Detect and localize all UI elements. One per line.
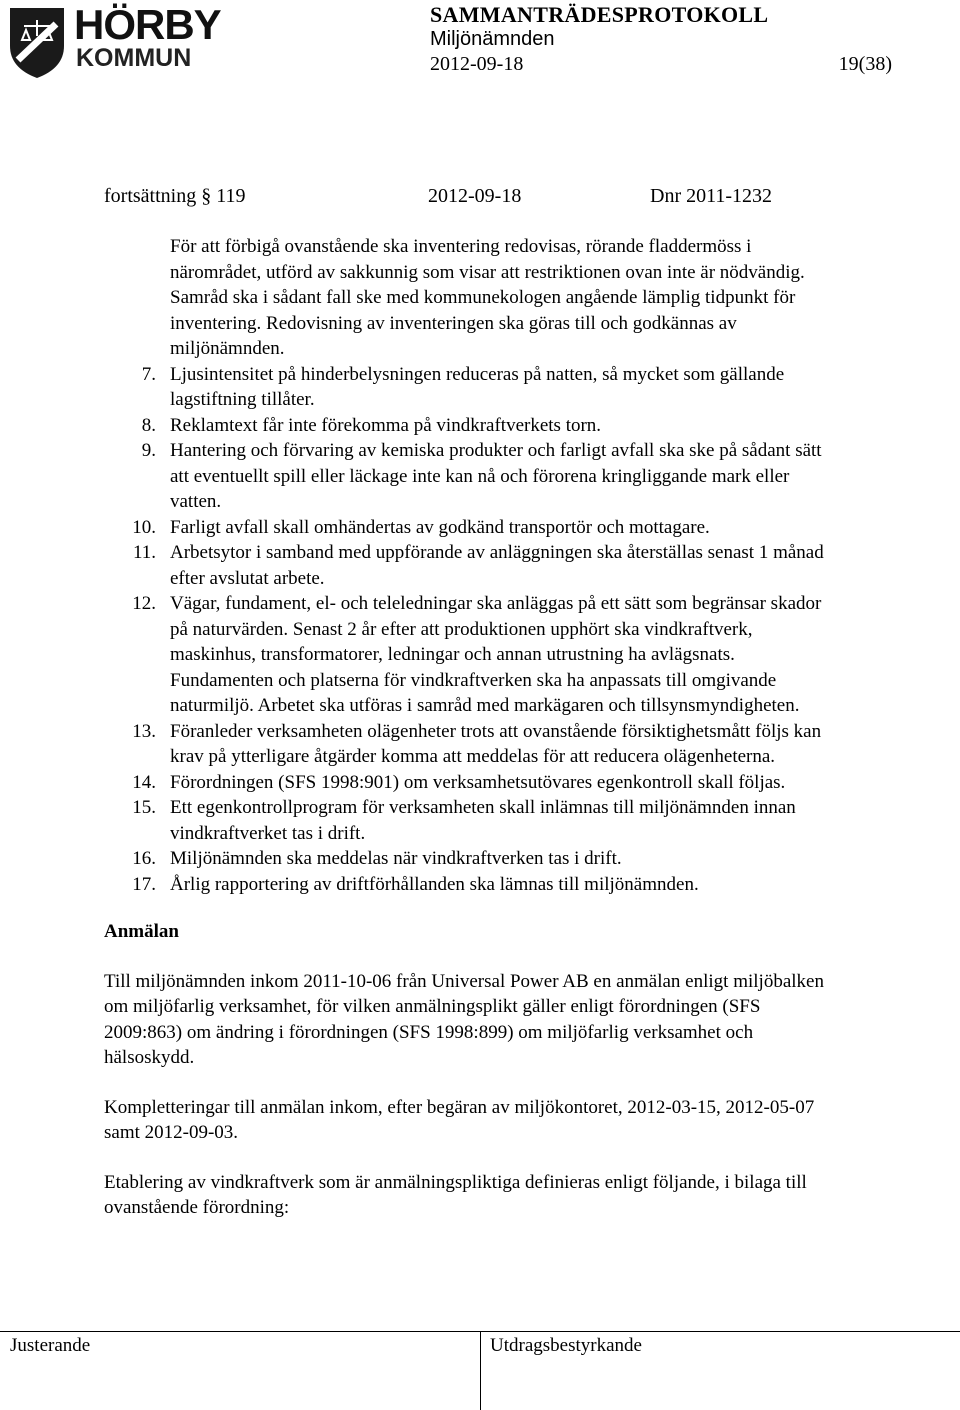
item-text: Miljönämnden ska meddelas när vindkraftverken tas i drift. bbox=[170, 848, 622, 869]
continuation-date: 2012-09-18 bbox=[428, 185, 522, 207]
list-item bbox=[104, 413, 824, 439]
paragraph-supplements: Kompletteringar till anmälan inkom, efter begäran av miljökontoret, 2012-03-15, 2012-05-07 samt 2012-09-03. bbox=[104, 1096, 815, 1143]
item-number: 12. bbox=[132, 593, 156, 614]
committee-name: Miljönämnden bbox=[430, 28, 555, 50]
item-number: 14. bbox=[132, 771, 156, 793]
document-body bbox=[104, 234, 824, 1245]
meeting-date: 2012-09-18 bbox=[430, 53, 524, 75]
list-item bbox=[104, 515, 824, 541]
conditions-list bbox=[104, 362, 824, 898]
list-item bbox=[104, 591, 824, 719]
list-item bbox=[104, 770, 824, 796]
item-number: 7. bbox=[141, 363, 156, 385]
list-item bbox=[104, 846, 824, 872]
intro-paragraph: För att förbigå ovanstående ska inventering redovisas, rörande fladdermöss i närområdet, utförd av sakkunnig som visar att restriktionen ovan inte är nödvändig. Samråd ska i sådant fall ske med kommunekologen angående lämplig tidpunkt för inventering. Redovisning av inventeringen ska göras till och godkännas av miljönämnden. bbox=[170, 236, 805, 359]
footer-divider bbox=[480, 1331, 481, 1410]
item-number: 8. bbox=[141, 414, 156, 436]
item-number: 9. bbox=[141, 440, 156, 461]
list-item bbox=[104, 540, 824, 591]
section-heading: Anmälan bbox=[104, 921, 179, 942]
logo-name: HÖRBY bbox=[74, 1, 221, 48]
logo-subtitle: KOMMUN bbox=[76, 44, 192, 72]
item-text: Farligt avfall skall omhändertas av godkänd transportör och mottagare. bbox=[170, 516, 710, 538]
item-number: 13. bbox=[132, 720, 156, 742]
item-text: Förordningen (SFS 1998:901) om verksamhetsutövares egenkontroll skall följas. bbox=[170, 771, 786, 793]
item-number: 16. bbox=[132, 848, 156, 869]
item-text: Föranleder verksamheten olägenheter trots att ovanstående försiktighetsmått följs kan krav på ytterligare åtgärder komma att meddelas för att reducera olägenheterna. bbox=[170, 720, 822, 767]
coat-of-arms-icon bbox=[8, 6, 66, 80]
item-text: Hantering och förvaring av kemiska produkter och farligt avfall ska ske på sådant sätt att eventuellt spill eller läckage inte kan nå och förorena kringliggande mark eller vatten. bbox=[170, 440, 822, 512]
list-item bbox=[104, 438, 824, 515]
footer-justerande: Justerande bbox=[10, 1335, 91, 1356]
item-number: 11. bbox=[132, 542, 156, 563]
list-item bbox=[104, 362, 824, 413]
footer-utdragsbestyrkande: Utdragsbestyrkande bbox=[490, 1335, 642, 1356]
paragraph-notification: Till miljönämnden inkom 2011-10-06 från Universal Power AB en anmälan enligt miljöbalken om miljöfarlig verksamhet, för vilken anmälningsplikt gäller enligt förordningen (SFS 2009:863) om ändring i förordningen (SFS 1998:899) om miljöfarlig verksamhet och hälsoskydd. bbox=[104, 970, 824, 1068]
item-text: Arbetsytor i samband med uppförande av anläggningen ska återställas senast 1 månad efter avslutat arbete. bbox=[170, 542, 824, 589]
page-number: 19(38) bbox=[838, 53, 892, 75]
list-item bbox=[104, 795, 824, 846]
item-text: Reklamtext får inte förekomma på vindkraftverkets torn. bbox=[170, 414, 602, 436]
item-number: 15. bbox=[132, 797, 156, 818]
item-text: Ett egenkontrollprogram för verksamheten skall inlämnas till miljönämnden innan vindkraftverket tas i drift. bbox=[170, 797, 796, 844]
document-title: SAMMANTRÄDESPROTOKOLL bbox=[430, 2, 769, 27]
item-text: Ljusintensitet på hinderbelysningen reduceras på natten, så mycket som gällande lagstiftning tillåter. bbox=[170, 363, 785, 410]
case-number: Dnr 2011-1232 bbox=[650, 185, 773, 207]
continuation-label: fortsättning § 119 bbox=[104, 185, 246, 207]
item-text: Årlig rapportering av driftförhållanden ska lämnas till miljönämnden. bbox=[170, 873, 699, 895]
item-number: 10. bbox=[132, 516, 156, 538]
item-number: 17. bbox=[132, 873, 156, 895]
paragraph-definition: Etablering av vindkraftverk som är anmälningspliktiga definieras enligt följande, i bilaga till ovanstående förordning: bbox=[104, 1171, 807, 1218]
list-item bbox=[104, 872, 824, 898]
item-text: Vägar, fundament, el- och teleledningar ska anläggas på ett sätt som begränsar skador på naturvärden. Senast 2 år efter att produktionen upphört ska vindkraftverk, maskinhus, transformatorer, ledningar och annan utrustning ha avlägsnats. Fundamenten och platserna för vindkraftverken ska ha anpassats till omgivande naturmiljö. Arbetet ska utföras i samråd med markägaren och tillsynsmyndigheten. bbox=[170, 593, 822, 716]
list-item bbox=[104, 719, 824, 770]
municipality-logo bbox=[8, 1, 221, 82]
